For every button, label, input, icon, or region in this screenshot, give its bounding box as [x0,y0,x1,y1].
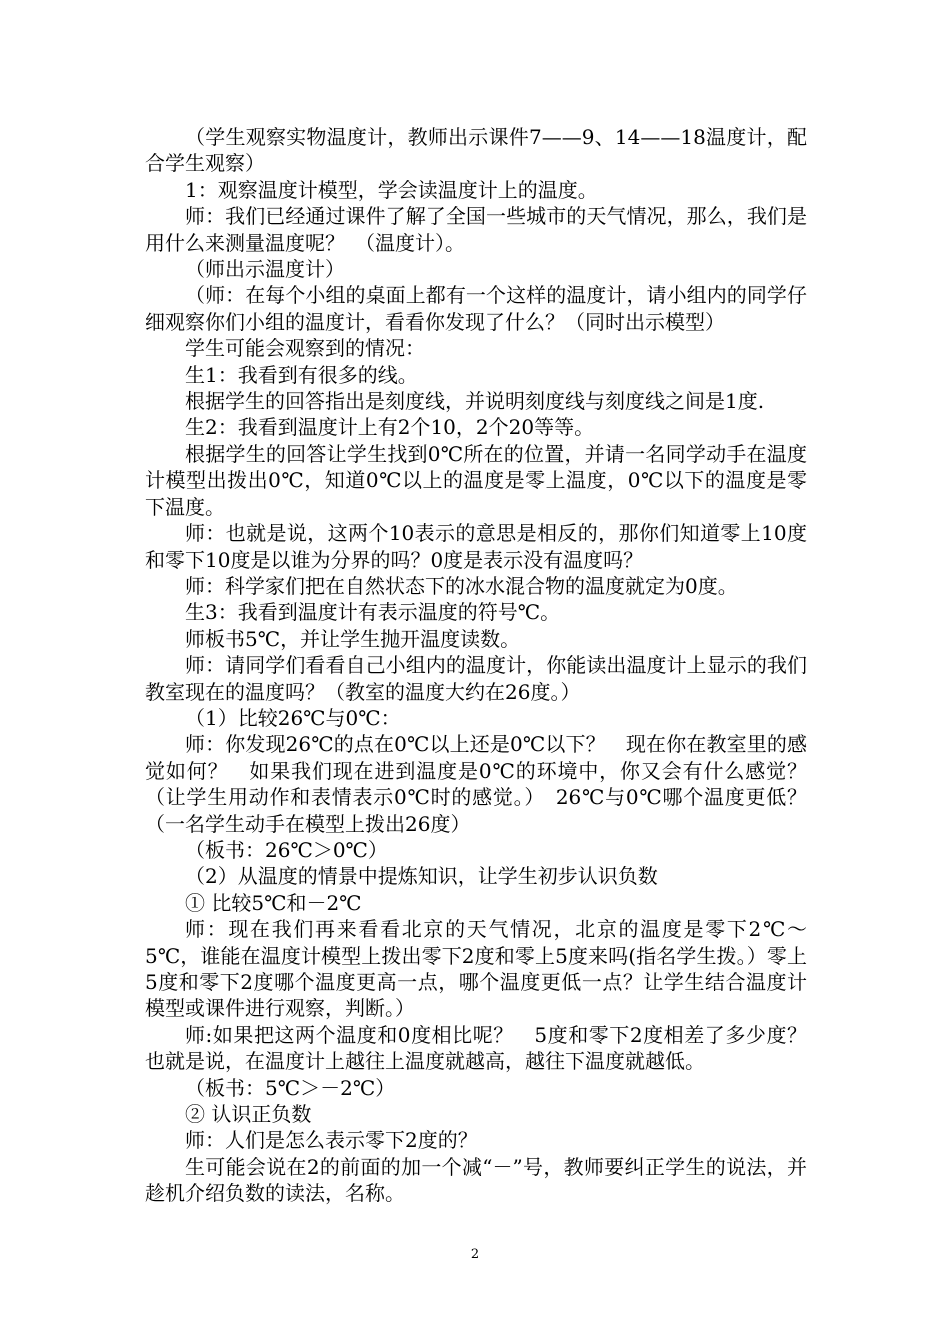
paragraph: （1）比较26℃与0℃： [185,705,401,730]
paragraph: 师：请同学们看看自己小组内的温度计，你能读出温度计上显示的我们教室现在的温度吗？（教室的温度大约在26度。） [145,653,807,704]
paragraph: 生3：我看到温度计有表示温度的符号℃。 [185,600,561,625]
paragraph: 生可能会说在2的前面的加一个减“－”号，教师要纠正学生的说法，并趁机介绍负数的读法，名称。 [145,1154,807,1206]
paragraph: 生2：我看到温度计上有2个10，2个20等等。 [185,415,595,440]
paragraph: 根据学生的回答指出是刻度线，并说明刻度线与刻度线之间是1度. [185,389,765,414]
paragraph: ② 认识正负数 [185,1102,312,1127]
paragraph: （学生观察实物温度计，教师出示课件7——9、14——18温度计，配合学生观察） [145,125,807,176]
paragraph: 生1：我看到有很多的线。 [185,362,418,387]
paragraph: （师：在每个小组的桌面上都有一个这样的温度计，请小组内的同学仔细观察你们小组的温度计，看看你发现了什么？（同时出示模型） [145,283,807,334]
paragraph: 根据学生的回答让学生找到0℃所在的位置，并请一名同学动手在温度计模型出拨出0℃，知道0℃以上的温度是零上温度，0℃以下的温度是零下温度。 [145,441,807,519]
paragraph: 1：观察温度计模型，学会读温度计上的温度。 [185,177,598,202]
paragraph: ① 比较5℃和－2℃ [185,890,362,915]
paragraph: 师：也就是说，这两个10表示的意思是相反的，那你们知道零上10度和零下10度是以谁为分界的吗？0度是表示没有温度吗？ [145,521,807,572]
document-body [145,124,827,1207]
paragraph: 师:如果把这两个温度和0度相比呢？ 5度和零下2度相差了多少度？ 也就是说，在温度计上越往上温度就越高，越往下温度就越低。 [145,1022,827,1074]
paragraph: （师出示温度计） [185,257,345,282]
paragraph: （板书：26℃＞0℃） [185,837,388,862]
paragraph: 师：人们是怎么表示零下2度的？ [185,1128,478,1153]
paragraph: 师：我们已经通过课件了解了全国一些城市的天气情况，那么，我们是用什么来测量温度呢？ （温度计）。 [145,204,807,255]
paragraph: （板书：5℃＞－2℃） [185,1075,396,1100]
paragraph: 学生可能会观察到的情况： [185,336,425,361]
paragraph: 师板书5℃，并让学生抛开温度读数。 [185,626,521,651]
paragraph: （2）从温度的情景中提炼知识，让学生初步认识负数 [185,864,658,889]
paragraph: 师：你发现26℃的点在0℃以上还是0℃以下？ 现在你在教室里的感觉如何？ 如果我们现在进到温度是0℃的环境中，你又会有什么感觉？ （让学生用动作和表情表示0℃时的感觉。） 26℃与0℃哪个温度更低？（一名学生动手在模型上拨出26度） [145,732,827,836]
paragraph: 师：科学家们把在自然状态下的冰水混合物的温度就定为0度。 [185,573,738,598]
page-number: 2 [470,1247,480,1262]
paragraph: 师：现在我们再来看看北京的天气情况，北京的温度是零下2℃～5℃，谁能在温度计模型上拨出零下2度和零上5度来吗(指名学生拨。）零上5度和零下2度哪个温度更高一点，哪个温度更低一点？让学生结合温度计模型或课件进行观察，判断。） [145,917,807,1021]
